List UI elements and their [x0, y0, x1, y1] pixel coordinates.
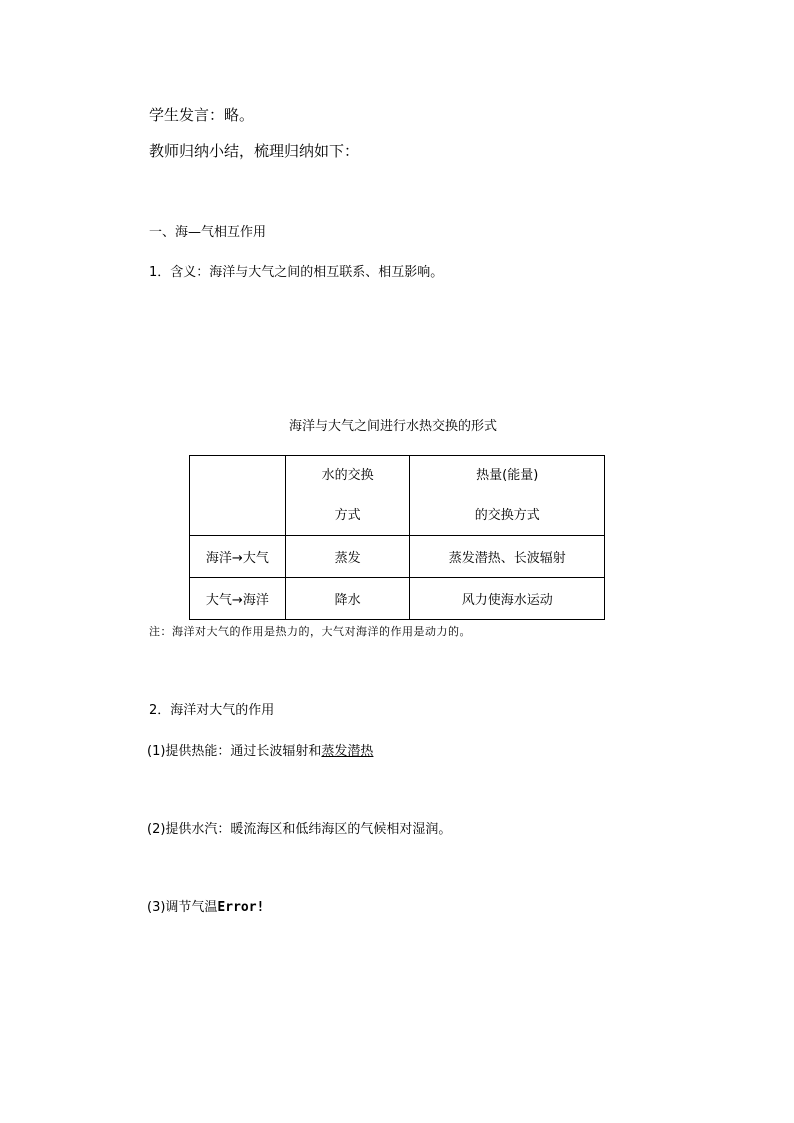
row-water-cell: 降水 [285, 578, 410, 620]
definition-text: 1．含义：海洋与大气之间的相互联系、相互影响。 [149, 265, 444, 280]
table-header-row [190, 456, 605, 536]
effect-heat-underlined: 蒸发潜热 [321, 744, 374, 759]
header-water-line-2: 方式 [334, 507, 361, 523]
intro-line-2: 教师归纳小结，梳理归纳如下： [149, 142, 360, 160]
effect-temperature-line [147, 896, 264, 915]
row-heat-cell: 蒸发潜热、长波辐射 [410, 536, 605, 578]
effect-heat-text: (1)提供热能：通过长波辐射和 [147, 744, 322, 759]
row-water-cell: 蒸发 [285, 536, 410, 578]
effect-heat-line [147, 740, 373, 759]
header-heat-line-1: 热量(能量) [476, 467, 539, 483]
section-1-heading: 一、海—气相互作用 [149, 225, 267, 240]
header-cell-heat [410, 456, 605, 536]
header-water-line-1: 水的交换 [321, 467, 374, 483]
header-cell-water [285, 456, 410, 536]
exchange-table [189, 455, 605, 620]
effect-temperature-text: (3)调节气温 [147, 900, 218, 915]
row-direction-cell: 大气→海洋 [190, 578, 286, 620]
row-heat-cell: 风力使海水运动 [410, 578, 605, 620]
intro-line-1: 学生发言：略。 [149, 106, 255, 124]
table-row [190, 536, 605, 578]
table-note: 注：海洋对大气的作用是热力的，大气对海洋的作用是动力的。 [149, 625, 471, 638]
error-field-code: Error! [217, 900, 265, 915]
table-row [190, 578, 605, 620]
effect-vapor-line: (2)提供水汽：暖流海区和低纬海区的气候相对湿润。 [147, 822, 452, 837]
row-direction-cell: 海洋→大气 [190, 536, 286, 578]
header-heat-line-2: 的交换方式 [474, 507, 540, 523]
table-caption: 海洋与大气之间进行水热交换的形式 [289, 419, 498, 434]
header-cell-empty [190, 456, 286, 536]
section-2-heading: 2．海洋对大气的作用 [149, 703, 275, 718]
